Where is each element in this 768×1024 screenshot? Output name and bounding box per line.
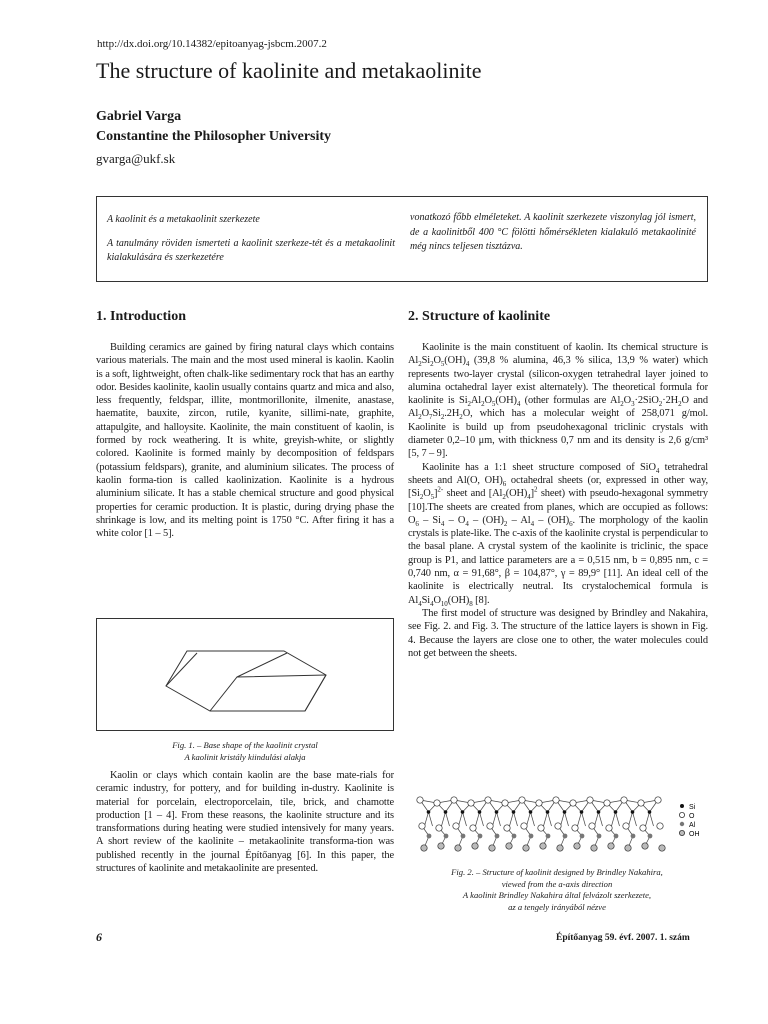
figure-2-caption-line-1: Fig. 2. – Structure of kaolinit designed by Brindley Nakahira,: [451, 867, 663, 877]
abstract-left-text: A tanulmány röviden ismerteti a kaolinit szerkeze-tét és a metakaolinit kialakulására és szerkezetére: [107, 237, 395, 264]
bond-line: [633, 812, 637, 826]
silicon-atom: [444, 810, 448, 814]
crystal-edge-side: [305, 675, 326, 711]
oxygen-atom: [553, 797, 559, 803]
silicon-atom: [580, 810, 584, 814]
s2p1-a: Kaolinite is the main constituent of kaolin. Its chemical structure is Al: [408, 342, 708, 367]
hydroxyl-group: [608, 843, 614, 849]
figure-2-legend: [679, 804, 699, 838]
bond-line: [646, 812, 650, 826]
oxygen-atom: [538, 825, 544, 831]
aluminium-atom: [614, 834, 619, 839]
s2p2-f: . The morphology of the kaolin crystals is plate-like. The c-axis of the kaolinite crystal is perpendicular to the basal plane. A crystal system of the kaolinite is triclinic, the space group is P1, and lattice parameters are a = 0,515 nm, b = 0,895 nm, c = 0,740 nm, α = 91,68°, β = 104,87°, γ = 89,9° [11]. An ideal cell of the kaolinite is electrically neutral. Its crystalochemical formula is Al: [408, 514, 709, 606]
aluminium-atom: [495, 834, 500, 839]
oxygen-atom: [640, 825, 646, 831]
aluminium-atom: [563, 834, 568, 839]
hydroxyl-group: [455, 845, 461, 851]
section-2-para-2: Kaolinite has a 1:1 sheet structure composed of SiO$_4$ tetrahedral sheets and Al(O, $OH)_6$ octahedral sheets (or, expressed in other way, $[Si_2O_5]^{2-}$ sheet and $[Al_2(OH)_4]^2$ sheet) with pseudo-hexagonal symmetry [10].The sheets are created from planes, which are occupied as follows: $O_6 - Si_4 - O_4 - (OH)_2 - Al_4 - (OH)_6$. The morphology of the kaolin crystals is plate-like. The c-axis of the kaolinite crystal is perpendicular to the basal plane. A crystal system of the kaolinite is triclinic, the space group is P1, and lattice parameters are a = 0,515 nm, b = 0,895 nm, c = 0,740 nm, α = 91,68°, β = 104,87°, γ = 89,9° [11]. An ideal cell of the kaolinite is electrically neutral. Its crystalochemical formula is $Al_4Si_4O_{10}(OH)_8$ [8].: [408, 461, 709, 608]
bond-line: [599, 812, 603, 826]
figure-1-frame: [96, 618, 394, 731]
s2p2-g: [8].: [472, 594, 490, 606]
aluminium-atom: [512, 834, 517, 839]
bond-line: [612, 812, 616, 826]
figure-2-frame: [406, 786, 708, 862]
abstract-right-column: [410, 211, 696, 255]
bond-line: [446, 812, 450, 826]
bond-line: [493, 812, 497, 826]
abstract-left-column: [107, 213, 395, 266]
silicon-atom: [631, 810, 635, 814]
legend-al-label: Al: [689, 822, 696, 829]
journal-footer: Építőanyag 59. évf. 2007. 1. szám: [556, 933, 690, 943]
s2p2-a: Kaolinite has a 1:1 sheet structure composed of SiO: [422, 461, 656, 473]
abstract-box: [96, 196, 708, 282]
bond-line: [442, 812, 446, 826]
author-email[interactable]: gvarga@ukf.sk: [96, 151, 176, 166]
oxygen-atom: [487, 823, 493, 829]
kaolinite-crystal-figure: [97, 619, 393, 730]
aluminium-atom: [478, 834, 483, 839]
bond-line: [463, 812, 467, 826]
author-name: Gabriel Varga: [96, 109, 182, 124]
oxygen-atom: [436, 825, 442, 831]
aluminium-atom: [461, 834, 466, 839]
silicon-atom: [648, 810, 652, 814]
crystal-edge-top: [166, 653, 197, 686]
section-2-para-1: Kaolinite is the main constituent of kaolin. Its chemical structure is $Al_2Si_2O_5(OH)_4$ (39,8 % alumina, 46,3 % silica, 13,9 % water) which represents two-layer crystal (silicon-oxygen tetrahedral layer joined to alumina octahedral layer exist alternately). The theoretical formula for kaolinite is $Si_2Al_2O_5(OH)_4$ (other formulas are $Al_2O_3\cdot 2SiO_2\cdot 2H_2O$ and $Al_2O_7Si_2.2H_2O$, which has a molecular weight of 258,071 g/mol. Kaolinite is build up from pseudohexagonal triclinic crystals with diameter 0,2–10 μm, with thickness 0,7 nm and its density is 2,6 g/cm³ [5, 7 – 9].: [408, 342, 708, 460]
oxygen-atom: [504, 825, 510, 831]
aluminium-atom: [648, 834, 653, 839]
oxygen-atom: [638, 800, 644, 806]
hydroxyl-group: [625, 845, 631, 851]
oxygen-atom: [570, 800, 576, 806]
page-number: 6: [96, 930, 102, 944]
oxygen-atom: [572, 825, 578, 831]
figure-2-caption: [406, 867, 708, 913]
aluminium-atom: [444, 834, 449, 839]
author-affiliation: Constantine the Philosopher University: [96, 129, 332, 144]
bond-line: [480, 812, 484, 826]
bond-line: [544, 812, 548, 826]
section-2-heading: 2. Structure of kaolinite: [408, 309, 551, 324]
oxygen-atom: [468, 800, 474, 806]
silicon-atom: [478, 810, 482, 814]
oxygen-atom: [417, 797, 423, 803]
figure-1-caption: [96, 740, 394, 763]
silicon-atom: [529, 810, 533, 814]
oxygen-atom: [587, 797, 593, 803]
legend-o-label: O: [689, 813, 695, 820]
abstract-right-text: vonatkozó főbb elméleteket. A kaolinit szerkezete viszonylag jól ismert, de a kaolinitből 400 °C fölötti hőmérsékleten kialakuló metakaolinité még nincs teljesen tisztázva.: [410, 212, 696, 253]
legend-si-label: Si: [689, 804, 696, 811]
silicon-atom: [427, 810, 431, 814]
aluminium-atom: [546, 834, 551, 839]
oxygen-atom: [604, 800, 610, 806]
bond-line: [514, 812, 518, 826]
bond-line: [476, 812, 480, 826]
oxygen-atom: [589, 823, 595, 829]
aluminium-atom: [631, 834, 636, 839]
bond-line: [459, 812, 463, 826]
hydroxyl-group: [557, 845, 563, 851]
oxygen-atom: [536, 800, 542, 806]
figure-1-caption-en: Fig. 1. – Base shape of the kaolinit crystal: [172, 740, 318, 750]
s2p2-b: tetrahedral sheets and Al(O, OH): [408, 461, 708, 486]
oxygen-atom: [521, 823, 527, 829]
section-2-para-3: The first model of structure was designed by Brindley and Nakahira, see Fig. 2. and Fig. 3. The structure of the lattice layers is shown in Fig. 4. Because the layers are close one to other, the water molecules could not get between the sheets.: [408, 607, 708, 659]
figure-2-caption-line-3: A kaolinit Brindley Nakahira által felvázolt szerkezete,: [462, 890, 652, 900]
section-1-paragraph-2: [96, 769, 394, 875]
bond-line: [650, 812, 654, 826]
legend-oh-label: OH: [689, 831, 700, 838]
oxygen-atom: [453, 823, 459, 829]
silicon-atom: [546, 810, 550, 814]
oxygen-atom: [621, 797, 627, 803]
aluminium-atom: [529, 834, 534, 839]
bond-line: [531, 812, 535, 826]
s2p2-d: sheet and [Al: [443, 488, 503, 500]
s2p1-d: O, which has a molecular weight of 258,071 g/mol. Kaolinite is build up from pseudohexagonal triclinic crystals with diameter 0,2–10 μm, with thickness 0,7 nm and its density is 2,6 g/cm³ [5, 7 – 9].: [408, 408, 708, 460]
hydroxyl-group: [438, 843, 444, 849]
oxygen-atom: [657, 823, 663, 829]
silicon-atom: [563, 810, 567, 814]
bond-line: [565, 812, 569, 826]
section-1-para-2-text: Kaolin or clays which contain kaolin are the base mate-rials for ceramic industry, for pottery, and for building in-dustry. Kaolinite is material for porcelain, electroporcelain, tile, brick, and chamotte production [1 – 4]. From these reasons, the kaolinite structure and its transformations during heating were studied intensively for many years. A short review of the kaolinite – metakaolinite transforma-tion was published recently in the journal Építőanyag [6]. In this paper, the structures of kaolinite and metakaolinite are presented.: [96, 770, 394, 875]
section-2-text: [408, 341, 708, 660]
hydroxyl-group: [659, 845, 665, 851]
aluminium-atom: [597, 834, 602, 839]
crystal-edge-mid: [237, 653, 287, 677]
oxygen-atom: [434, 800, 440, 806]
hydroxyl-group: [523, 845, 529, 851]
silicon-atom: [512, 810, 516, 814]
kaolinite-structure-figure: [406, 786, 708, 862]
hydroxyl-group: [421, 845, 427, 851]
oxygen-atom: [623, 823, 629, 829]
oxygen-atom: [606, 825, 612, 831]
bond-line: [429, 812, 433, 826]
oxygen-atom: [470, 825, 476, 831]
silicon-atom: [461, 810, 465, 814]
legend-al-marker: [680, 822, 684, 826]
oxygen-atom: [555, 823, 561, 829]
hydroxyl-group: [540, 843, 546, 849]
hydroxyl-group: [642, 843, 648, 849]
hydroxyl-group: [591, 845, 597, 851]
section-1-para-1-text: Building ceramics are gained by firing natural clays which contains various materials. The main and the most used mineral is kaolin. Kaolin is a soft, lightweight, often chalk-like sedimentary rock that has an earthy odor. Besides kaolinite, kaolin usually contains quartz and mica and also, less frequently, feldspar, illite, montmorillonite, ilmenite, anastase, haematite, bauxite, zircon, rutile, kyanite, sillimi-nate, graphite, attapulgite, and halloysite. Kaolinite, the main constituent of kaolin, is formed by rock weathering. It is white, greyish-white, or slightly colored. Kaolinite is formed mainly by decomposition of feldspars (potassium feldspars), granite, and aluminium silicates. The process of kaolin forma-tion is called kaolinization. Kaolinite is a hydrous aluminium silicate. It has a stable chemical structure and good physical properties for ceramic production. It is plastic, during drying phase the shrinkage is low, and its melting point is 1750 °C. After firing it has a white color [1 – 5].: [96, 342, 394, 540]
oxygen-atom: [655, 797, 661, 803]
figure-2-caption-line-2: viewed from the a-axis direction: [501, 878, 613, 889]
oxygen-atom: [502, 800, 508, 806]
hydroxyl-group: [506, 843, 512, 849]
silicon-atom: [614, 810, 618, 814]
section-1-paragraph-1: [96, 341, 394, 540]
bond-line: [425, 812, 429, 826]
abstract-heading: A kaolinit és a metakaolinit szerkezete: [107, 214, 260, 225]
bond-line: [527, 812, 531, 826]
oxygen-atom: [451, 797, 457, 803]
bond-line: [497, 812, 501, 826]
bond-line: [548, 812, 552, 826]
bond-line: [561, 812, 565, 826]
hydroxyl-group: [574, 843, 580, 849]
s2p1-b: (39,8 % alumina, 46,3 % silica, 13,9 % water) which represents two-layer crystal (silicon-oxygen tetrahedral layer joined to alumina octahedral layer exist alternately). The theoretical formula for kaolinite is Si: [408, 355, 708, 407]
bond-line: [629, 812, 633, 826]
section-1-heading: 1. Introduction: [96, 309, 186, 324]
figure-2-caption-line-4: az a tengely irányából nézve: [508, 901, 606, 912]
s2p1-c: (other formulas are Al: [520, 395, 621, 407]
legend-o-marker: [679, 812, 684, 817]
aluminium-atom: [580, 834, 585, 839]
s2p2-c: octahedral sheets (or, expressed in other way, [Si: [408, 474, 708, 500]
doi-link[interactable]: http://dx.doi.org/10.14382/epitoanyag-jsbcm.2007.2: [97, 38, 327, 50]
s2p2-e: sheet) with pseudo-hexagonal symmetry [10].The sheets are created from planes, which are occupied as follows: O: [408, 488, 708, 526]
article-title: The structure of kaolinite and metakaolinite: [96, 58, 482, 83]
silicon-atom: [597, 810, 601, 814]
aluminium-atom: [427, 834, 432, 839]
bond-line: [582, 812, 586, 826]
bond-line: [578, 812, 582, 826]
bond-line: [595, 812, 599, 826]
legend-oh-marker: [679, 830, 684, 835]
legend-si-marker: [680, 804, 684, 808]
hydroxyl-group: [472, 843, 478, 849]
bond-line: [510, 812, 514, 826]
hydroxyl-group: [489, 845, 495, 851]
oxygen-atom: [419, 823, 425, 829]
oxygen-atom: [485, 797, 491, 803]
oxygen-atom: [519, 797, 525, 803]
silicon-atom: [495, 810, 499, 814]
bond-line: [616, 812, 620, 826]
figure-1-caption-hu: A kaolinit kristály kiindulási alakja: [184, 751, 306, 762]
